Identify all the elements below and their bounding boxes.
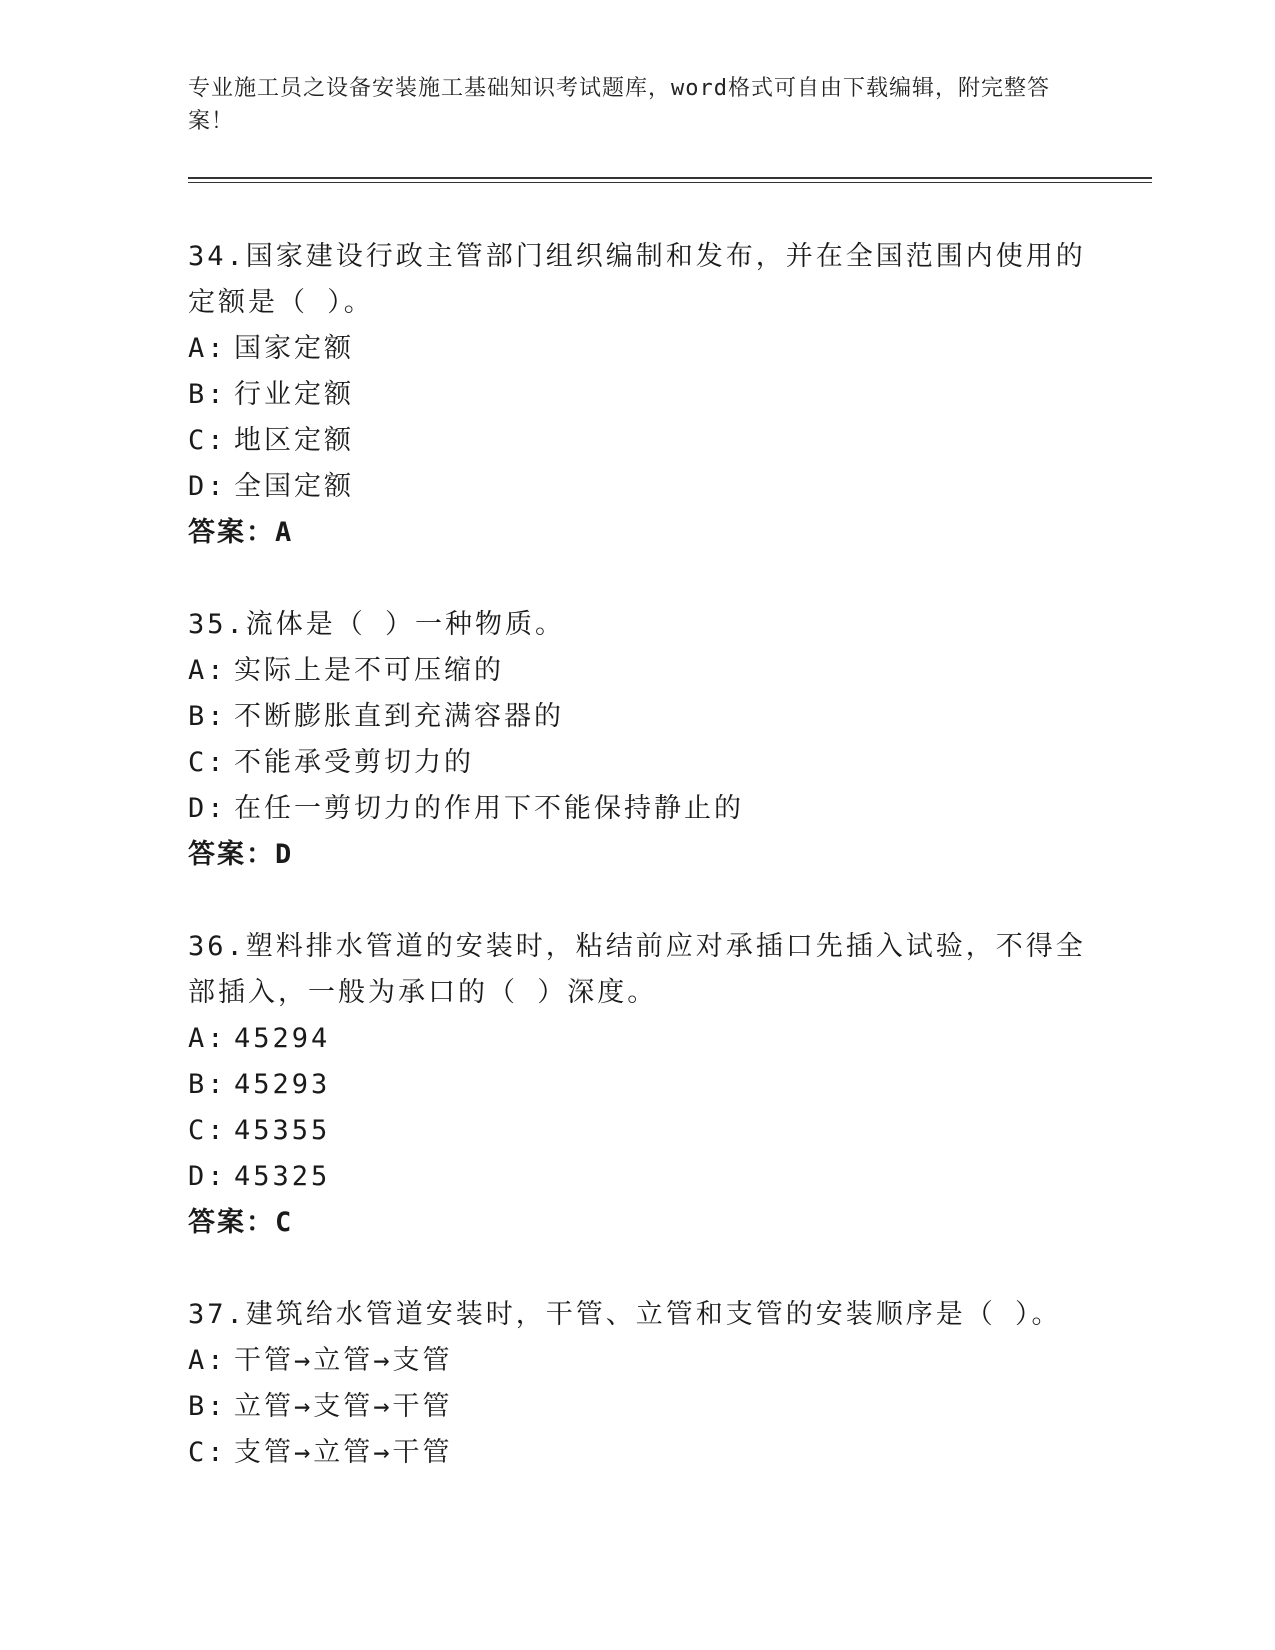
option-key: B: xyxy=(188,701,227,732)
option-text: 地区定额 xyxy=(234,425,354,456)
question-stem: 36.塑料排水管道的安装时，粘结前应对承插口先插入试验，不得全部插入，一般为承口的（ ）深度。 xyxy=(188,931,1086,1008)
option-key: A: xyxy=(188,1023,227,1054)
option-b xyxy=(188,1062,1088,1108)
option-b xyxy=(188,694,1088,740)
option-a xyxy=(188,1338,1088,1384)
question-stem: 37.建筑给水管道安装时，干管、立管和支管的安装顺序是（ ）。 xyxy=(188,1299,1062,1330)
option-key: B: xyxy=(188,379,227,410)
option-c xyxy=(188,1430,1088,1476)
option-text: 45294 xyxy=(234,1023,331,1054)
answer-label: 答案：D xyxy=(188,839,294,870)
option-text: 行业定额 xyxy=(234,379,354,410)
option-key: A: xyxy=(188,655,227,686)
option-text: 不能承受剪切力的 xyxy=(234,747,474,778)
option-key: C: xyxy=(188,747,227,778)
option-key: B: xyxy=(188,1391,227,1422)
option-text: 国家定额 xyxy=(234,333,354,364)
option-c xyxy=(188,418,1088,464)
option-key: C: xyxy=(188,425,227,456)
question-stem: 34.国家建设行政主管部门组织编制和发布，并在全国范围内使用的定额是（ ）。 xyxy=(188,241,1086,318)
option-key: C: xyxy=(188,1437,227,1468)
option-text: 45355 xyxy=(234,1115,331,1146)
option-text: 实际上是不可压缩的 xyxy=(234,655,504,686)
option-key: B: xyxy=(188,1069,227,1100)
option-b xyxy=(188,372,1088,418)
question-37 xyxy=(188,1292,1088,1476)
option-key: D: xyxy=(188,471,227,502)
option-c xyxy=(188,1108,1088,1154)
answer-label: 答案：A xyxy=(188,517,294,548)
question-34 xyxy=(188,234,1088,556)
option-d xyxy=(188,786,1088,832)
option-text: 干管→立管→支管 xyxy=(234,1345,453,1376)
option-a xyxy=(188,648,1088,694)
question-35 xyxy=(188,602,1088,878)
option-d xyxy=(188,464,1088,510)
question-36 xyxy=(188,924,1088,1246)
option-text: 45293 xyxy=(234,1069,331,1100)
option-key: A: xyxy=(188,333,227,364)
option-key: C: xyxy=(188,1115,227,1146)
question-stem: 35.流体是（ ）一种物质。 xyxy=(188,609,566,640)
option-text: 支管→立管→干管 xyxy=(234,1437,453,1468)
option-key: D: xyxy=(188,793,227,824)
option-text: 45325 xyxy=(234,1161,331,1192)
option-c xyxy=(188,740,1088,786)
answer-label: 答案：C xyxy=(188,1207,294,1238)
option-a xyxy=(188,1016,1088,1062)
option-d xyxy=(188,1154,1088,1200)
document-intro: 专业施工员之设备安装施工基础知识考试题库，word格式可自由下载编辑，附完整答案！ xyxy=(188,76,1050,134)
option-text: 不断膨胀直到充满容器的 xyxy=(234,701,564,732)
option-a xyxy=(188,326,1088,372)
option-key: D: xyxy=(188,1161,227,1192)
header-divider-thick xyxy=(188,177,1152,179)
option-b xyxy=(188,1384,1088,1430)
option-text: 立管→支管→干管 xyxy=(234,1391,453,1422)
option-text: 在任一剪切力的作用下不能保持静止的 xyxy=(234,793,744,824)
option-text: 全国定额 xyxy=(234,471,354,502)
option-key: A: xyxy=(188,1345,227,1376)
header-divider-thin xyxy=(188,182,1152,183)
